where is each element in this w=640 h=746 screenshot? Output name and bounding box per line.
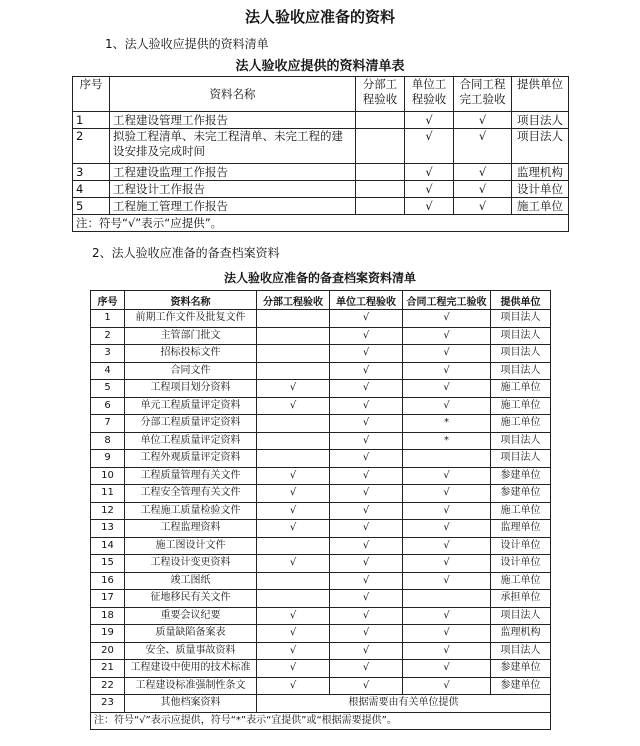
cell-unit: √ bbox=[405, 112, 454, 129]
cell-provider: 承担单位 bbox=[491, 590, 551, 608]
header-sub-item: 分部工程验收 bbox=[257, 291, 330, 310]
header-contract: 合同工程完工验收 bbox=[454, 77, 512, 112]
cell-num: 1 bbox=[91, 310, 125, 328]
cell-unit: √ bbox=[330, 607, 403, 625]
table2-note-row bbox=[91, 712, 551, 730]
table-row bbox=[91, 415, 551, 433]
cell-sub-item bbox=[257, 432, 330, 450]
cell-provider: 设计单位 bbox=[491, 537, 551, 555]
cell-sub-item bbox=[356, 129, 405, 164]
cell-name: 拟验工程清单、未完工程清单、未完工程的建设安排及完成时间 bbox=[110, 129, 356, 164]
cell-num: 9 bbox=[91, 450, 125, 468]
cell-unit: √ bbox=[330, 625, 403, 643]
cell-num: 3 bbox=[73, 164, 110, 181]
cell-provider: 施工单位 bbox=[491, 415, 551, 433]
cell-sub-item bbox=[257, 310, 330, 328]
header-provider: 提供单位 bbox=[512, 77, 569, 112]
cell-num: 1 bbox=[73, 112, 110, 129]
cell-sub-item: √ bbox=[257, 677, 330, 695]
cell-num: 14 bbox=[91, 537, 125, 555]
cell-num: 15 bbox=[91, 555, 125, 573]
cell-num: 11 bbox=[91, 485, 125, 503]
table-row bbox=[91, 625, 551, 643]
table-row bbox=[91, 310, 551, 328]
cell-num: 18 bbox=[91, 607, 125, 625]
cell-name: 单位工程质量评定资料 bbox=[125, 432, 257, 450]
cell-name: 主管部门批文 bbox=[125, 327, 257, 345]
cell-num: 4 bbox=[73, 181, 110, 198]
cell-unit: √ bbox=[330, 380, 403, 398]
cell-sub-item: √ bbox=[257, 502, 330, 520]
cell-contract: √ bbox=[403, 502, 491, 520]
cell-name: 安全、质量事故资料 bbox=[125, 642, 257, 660]
cell-num: 21 bbox=[91, 660, 125, 678]
cell-contract: √ bbox=[454, 198, 512, 215]
table-row bbox=[91, 467, 551, 485]
cell-contract: √ bbox=[403, 537, 491, 555]
cell-sub-item bbox=[356, 181, 405, 198]
cell-sub-item: √ bbox=[257, 397, 330, 415]
table-row bbox=[73, 112, 569, 129]
cell-unit: √ bbox=[330, 327, 403, 345]
cell-sub-item: √ bbox=[257, 625, 330, 643]
cell-contract: √ bbox=[403, 362, 491, 380]
cell-provider: 项目法人 bbox=[512, 129, 569, 164]
cell-name: 合同文件 bbox=[125, 362, 257, 380]
table1-header-row bbox=[73, 77, 569, 112]
cell-contract: √ bbox=[454, 164, 512, 181]
cell-unit: √ bbox=[330, 345, 403, 363]
cell-name: 工程监理资料 bbox=[125, 520, 257, 538]
cell-name: 工程建设中使用的技术标准 bbox=[125, 660, 257, 678]
page-title: 法人验收应准备的资料 bbox=[244, 8, 395, 26]
cell-contract: √ bbox=[403, 467, 491, 485]
cell-unit: √ bbox=[330, 467, 403, 485]
cell-provider: 施工单位 bbox=[491, 572, 551, 590]
cell-sub-item: √ bbox=[257, 555, 330, 573]
cell-unit: √ bbox=[330, 432, 403, 450]
cell-contract: √ bbox=[403, 345, 491, 363]
section1-heading: 1、法人验收应提供的资料清单 bbox=[105, 37, 269, 51]
cell-sub-item bbox=[257, 572, 330, 590]
header-name: 资料名称 bbox=[125, 291, 257, 310]
table-row bbox=[91, 590, 551, 608]
cell-num: 5 bbox=[73, 198, 110, 215]
cell-unit: √ bbox=[330, 520, 403, 538]
cell-contract: √ bbox=[403, 485, 491, 503]
cell-num: 12 bbox=[91, 502, 125, 520]
cell-sub-item bbox=[257, 327, 330, 345]
table2-caption: 法人验收应准备的备查档案资料清单 bbox=[223, 271, 416, 285]
cell-name: 施工图设计文件 bbox=[125, 537, 257, 555]
cell-contract bbox=[403, 450, 491, 468]
cell-provider: 项目法人 bbox=[491, 450, 551, 468]
cell-provider: 参建单位 bbox=[491, 677, 551, 695]
cell-provider: 项目法人 bbox=[512, 112, 569, 129]
cell-name: 工程建设管理工作报告 bbox=[110, 112, 356, 129]
cell-unit: √ bbox=[330, 660, 403, 678]
cell-unit: √ bbox=[330, 590, 403, 608]
table-row bbox=[91, 607, 551, 625]
cell-unit: √ bbox=[330, 450, 403, 468]
cell-name: 工程外观质量评定资料 bbox=[125, 450, 257, 468]
table-row bbox=[73, 198, 569, 215]
table-row bbox=[91, 485, 551, 503]
cell-contract: √ bbox=[403, 607, 491, 625]
cell-sub-item: √ bbox=[257, 642, 330, 660]
cell-unit: √ bbox=[330, 310, 403, 328]
cell-sub-item: √ bbox=[257, 607, 330, 625]
cell-contract: √ bbox=[403, 642, 491, 660]
cell-name: 其他档案资料 bbox=[125, 695, 257, 713]
cell-sub-item: √ bbox=[257, 520, 330, 538]
cell-num: 2 bbox=[91, 327, 125, 345]
cell-contract: √ bbox=[403, 660, 491, 678]
cell-contract: √ bbox=[403, 397, 491, 415]
cell-num: 17 bbox=[91, 590, 125, 608]
cell-contract: √ bbox=[403, 677, 491, 695]
cell-unit: √ bbox=[330, 677, 403, 695]
cell-provider: 项目法人 bbox=[491, 310, 551, 328]
cell-provider: 施工单位 bbox=[491, 397, 551, 415]
cell-num: 22 bbox=[91, 677, 125, 695]
table-row bbox=[91, 450, 551, 468]
cell-sub-item: √ bbox=[257, 485, 330, 503]
cell-contract: √ bbox=[403, 327, 491, 345]
table-row bbox=[91, 380, 551, 398]
cell-contract: √ bbox=[454, 181, 512, 198]
cell-provider: 参建单位 bbox=[491, 467, 551, 485]
table1 bbox=[72, 76, 569, 232]
table2 bbox=[90, 290, 551, 730]
cell-provider: 监理机构 bbox=[491, 625, 551, 643]
table-row bbox=[91, 432, 551, 450]
cell-contract: √ bbox=[403, 380, 491, 398]
cell-unit: √ bbox=[330, 537, 403, 555]
cell-unit: √ bbox=[330, 415, 403, 433]
cell-unit: √ bbox=[330, 572, 403, 590]
table-row bbox=[91, 555, 551, 573]
table-row bbox=[91, 642, 551, 660]
cell-contract: * bbox=[403, 415, 491, 433]
header-sub-item: 分部工程验收 bbox=[356, 77, 405, 112]
cell-unit: √ bbox=[330, 555, 403, 573]
header-unit: 单位工程验收 bbox=[405, 77, 454, 112]
cell-span-note: 根据需要由有关单位提供 bbox=[257, 695, 551, 713]
header-num: 序号 bbox=[91, 291, 125, 310]
cell-sub-item bbox=[356, 112, 405, 129]
cell-name: 工程施工管理工作报告 bbox=[110, 198, 356, 215]
table-row bbox=[91, 677, 551, 695]
cell-provider: 施工单位 bbox=[491, 380, 551, 398]
cell-name: 工程建设监理工作报告 bbox=[110, 164, 356, 181]
cell-unit: √ bbox=[405, 198, 454, 215]
cell-sub-item bbox=[257, 450, 330, 468]
cell-num: 20 bbox=[91, 642, 125, 660]
cell-provider: 项目法人 bbox=[491, 345, 551, 363]
cell-unit: √ bbox=[330, 397, 403, 415]
table1-note: 注：符号“√”表示“应提供”。 bbox=[73, 215, 569, 232]
cell-num: 4 bbox=[91, 362, 125, 380]
cell-name: 分部工程质量评定资料 bbox=[125, 415, 257, 433]
cell-provider: 设计单位 bbox=[491, 555, 551, 573]
table-row bbox=[91, 537, 551, 555]
cell-name: 工程项目划分资料 bbox=[125, 380, 257, 398]
cell-name: 前期工作文件及批复文件 bbox=[125, 310, 257, 328]
cell-unit: √ bbox=[405, 129, 454, 164]
cell-provider: 项目法人 bbox=[491, 642, 551, 660]
cell-unit: √ bbox=[330, 485, 403, 503]
cell-contract: √ bbox=[454, 129, 512, 164]
cell-name: 工程质量管理有关文件 bbox=[125, 467, 257, 485]
cell-sub-item: √ bbox=[257, 467, 330, 485]
cell-num: 2 bbox=[73, 129, 110, 164]
header-num: 序号 bbox=[73, 77, 110, 112]
section2-heading: 2、法人验收应准备的备查档案资料 bbox=[92, 246, 280, 260]
table-row bbox=[91, 520, 551, 538]
cell-unit: √ bbox=[330, 642, 403, 660]
cell-sub-item bbox=[257, 415, 330, 433]
cell-sub-item bbox=[356, 198, 405, 215]
table2-note: 注：符号“√”表示应提供，符号“*”表示“宜提供”或“根据需要提供”。 bbox=[91, 712, 551, 730]
cell-name: 重要会议纪要 bbox=[125, 607, 257, 625]
cell-name: 质量缺陷备案表 bbox=[125, 625, 257, 643]
cell-name: 工程施工质量检验文件 bbox=[125, 502, 257, 520]
header-provider: 提供单位 bbox=[491, 291, 551, 310]
cell-name: 征地移民有关文件 bbox=[125, 590, 257, 608]
table-row bbox=[73, 129, 569, 164]
cell-num: 3 bbox=[91, 345, 125, 363]
cell-provider: 参建单位 bbox=[491, 485, 551, 503]
cell-num: 16 bbox=[91, 572, 125, 590]
cell-provider: 项目法人 bbox=[491, 607, 551, 625]
table-row bbox=[91, 345, 551, 363]
cell-name: 招标投标文件 bbox=[125, 345, 257, 363]
table-row bbox=[91, 502, 551, 520]
cell-num: 10 bbox=[91, 467, 125, 485]
cell-sub-item: √ bbox=[257, 380, 330, 398]
table-row bbox=[91, 362, 551, 380]
cell-num: 7 bbox=[91, 415, 125, 433]
header-contract: 合同工程完工验收 bbox=[403, 291, 491, 310]
cell-num: 8 bbox=[91, 432, 125, 450]
cell-provider: 项目法人 bbox=[491, 327, 551, 345]
cell-num: 6 bbox=[91, 397, 125, 415]
table-row bbox=[91, 327, 551, 345]
cell-num: 23 bbox=[91, 695, 125, 713]
cell-contract bbox=[403, 590, 491, 608]
cell-sub-item: √ bbox=[257, 660, 330, 678]
cell-num: 19 bbox=[91, 625, 125, 643]
table1-caption: 法人验收应提供的资料清单表 bbox=[235, 59, 405, 74]
cell-contract: √ bbox=[403, 310, 491, 328]
cell-name: 工程建设标准强制性条文 bbox=[125, 677, 257, 695]
table-row bbox=[91, 695, 551, 713]
header-name: 资料名称 bbox=[110, 77, 356, 112]
cell-provider: 监理单位 bbox=[491, 520, 551, 538]
cell-unit: √ bbox=[330, 362, 403, 380]
cell-contract: √ bbox=[403, 572, 491, 590]
cell-name: 工程设计工作报告 bbox=[110, 181, 356, 198]
table-row bbox=[73, 181, 569, 198]
table1-note-row bbox=[73, 215, 569, 232]
cell-provider: 施工单位 bbox=[491, 502, 551, 520]
cell-name: 竣工图纸 bbox=[125, 572, 257, 590]
cell-provider: 项目法人 bbox=[491, 362, 551, 380]
table-row bbox=[73, 164, 569, 181]
cell-provider: 设计单位 bbox=[512, 181, 569, 198]
cell-name: 工程设计变更资料 bbox=[125, 555, 257, 573]
cell-contract: √ bbox=[454, 112, 512, 129]
cell-provider: 施工单位 bbox=[512, 198, 569, 215]
cell-name: 单元工程质量评定资料 bbox=[125, 397, 257, 415]
table2-header-row bbox=[91, 291, 551, 310]
cell-sub-item bbox=[257, 345, 330, 363]
cell-contract: √ bbox=[403, 625, 491, 643]
cell-sub-item bbox=[257, 590, 330, 608]
cell-unit: √ bbox=[330, 502, 403, 520]
cell-sub-item bbox=[257, 537, 330, 555]
cell-provider: 项目法人 bbox=[491, 432, 551, 450]
cell-contract: √ bbox=[403, 555, 491, 573]
table-row bbox=[91, 397, 551, 415]
cell-unit: √ bbox=[405, 164, 454, 181]
cell-provider: 参建单位 bbox=[491, 660, 551, 678]
cell-num: 13 bbox=[91, 520, 125, 538]
cell-num: 5 bbox=[91, 380, 125, 398]
table-row bbox=[91, 660, 551, 678]
cell-unit: √ bbox=[405, 181, 454, 198]
cell-provider: 监理机构 bbox=[512, 164, 569, 181]
table-row bbox=[91, 572, 551, 590]
cell-name: 工程安全管理有关文件 bbox=[125, 485, 257, 503]
header-unit: 单位工程验收 bbox=[330, 291, 403, 310]
cell-contract: * bbox=[403, 432, 491, 450]
cell-contract: √ bbox=[403, 520, 491, 538]
cell-sub-item bbox=[356, 164, 405, 181]
cell-sub-item bbox=[257, 362, 330, 380]
